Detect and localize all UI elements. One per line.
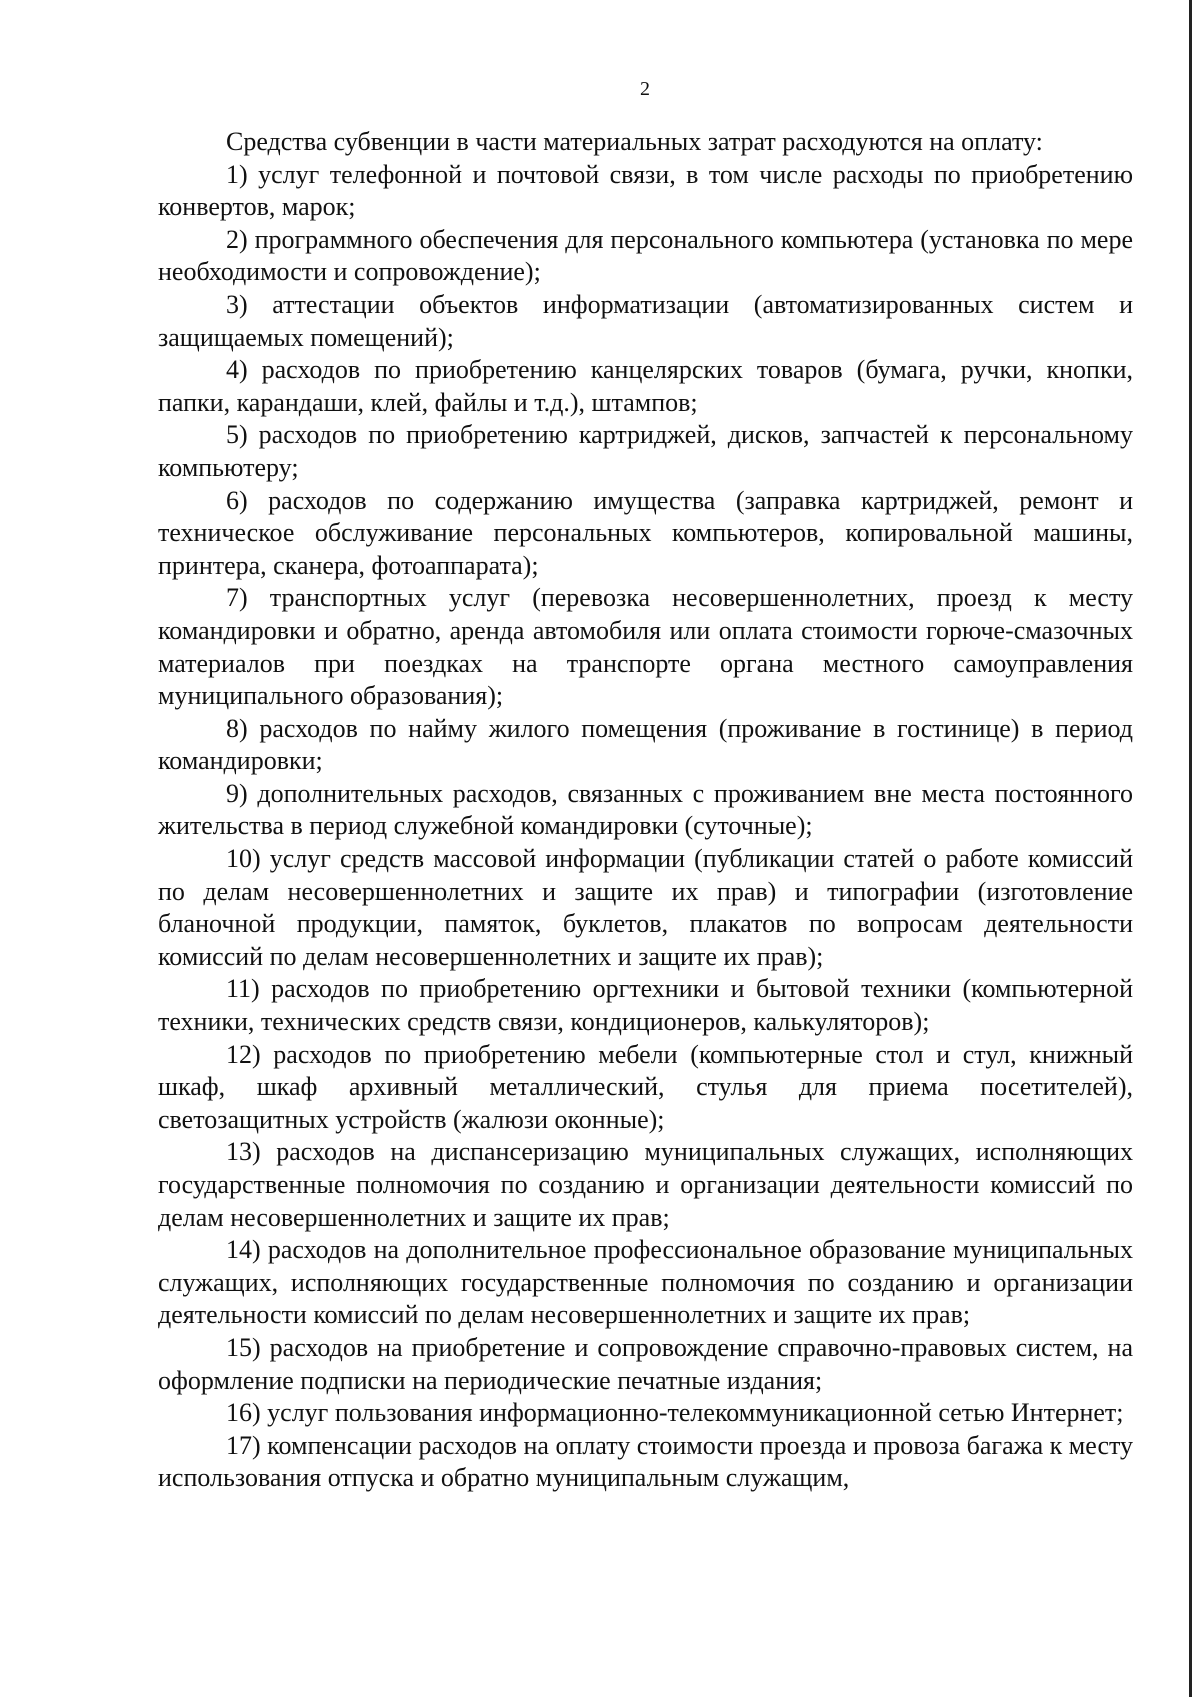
list-item-15: 15) расходов на приобретение и сопровождение справочно-правовых систем, на оформление подписки на периодические печатные издания; xyxy=(158,1332,1133,1395)
list-item-14: 14) расходов на дополнительное профессиональное образование муниципальных служащих, исполняющих государственные полномочия по созданию и организации деятельности комиссий по делам несовершеннолетних и защите их прав; xyxy=(158,1235,1133,1330)
list-item-9: 9) дополнительных расходов, связанных с проживанием вне места постоянного жительства в период служебной командировки (суточные); xyxy=(158,778,1133,841)
list-item-7: 7) транспортных услуг (перевозка несовершеннолетних, проезд к месту командировки и обратно, аренда автомобиля или оплата стоимости горюче-смазочных материалов при поездках на транспорте органа местного самоуправления муниципального образования); xyxy=(158,583,1133,711)
list-item-2: 2) программного обеспечения для персонального компьютера (установка по мере необходимости и сопровождение); xyxy=(158,224,1133,287)
list-item-1: 1) услуг телефонной и почтовой связи, в том числе расходы по приобретению конвертов, марок; xyxy=(158,159,1133,222)
list-item-10: 10) услуг средств массовой информации (публикации статей о работе комиссий по делам несовершеннолетних и защите их прав) и типографии (изготовление бланочной продукции, памяток, буклетов, плакатов по вопросам деятельности комиссий по делам несовершеннолетних и защите их прав); xyxy=(158,844,1133,971)
list-item-6: 6) расходов по содержанию имущества (заправка картриджей, ремонт и техническое обслуживание персональных компьютеров, копировальной машины, принтера, сканера, фотоаппарата); xyxy=(158,485,1133,580)
list-item-3: 3) аттестации объектов информатизации (автоматизированных систем и защищаемых помещений); xyxy=(158,289,1133,352)
page-number: 2 xyxy=(640,78,650,100)
list-item-5: 5) расходов по приобретению картриджей, дисков, запчастей к персональному компьютеру; xyxy=(158,420,1133,482)
list-item-16: 16) услуг пользования информационно-телекоммуникационной сетью Интернет; xyxy=(226,1398,1124,1428)
list-item-12: 12) расходов по приобретению мебели (компьютерные стол и стул, книжный шкаф, шкаф архивный металлический, стулья для приема посетителей), светозащитных устройств (жалюзи оконные); xyxy=(158,1039,1133,1134)
list-item-17: 17) компенсации расходов на оплату стоимости проезда и провоза багажа к месту использования отпуска и обратно муниципальным служащим, xyxy=(158,1430,1133,1493)
list-item-13: 13) расходов на диспансеризацию муниципальных служащих, исполняющих государственные полномочия по созданию и организации деятельности комиссий по делам несовершеннолетних и защите их прав; xyxy=(158,1137,1133,1232)
list-item-11: 11) расходов по приобретению оргтехники и бытовой техники (компьютерной техники, технических средств связи, кондиционеров, калькуляторов); xyxy=(158,974,1133,1037)
list-item-4: 4) расходов по приобретению канцелярских товаров (бумага, ручки, кнопки, папки, карандаши, клей, файлы и т.д.), штампов; xyxy=(158,355,1133,417)
document-body xyxy=(158,126,1133,1495)
list-item-8: 8) расходов по найму жилого помещения (проживание в гостинице) в период командировки; xyxy=(158,713,1133,776)
scan-edge-line xyxy=(1189,0,1192,1697)
intro-paragraph: Средства субвенции в части материальных затрат расходуются на оплату: xyxy=(226,127,1043,156)
